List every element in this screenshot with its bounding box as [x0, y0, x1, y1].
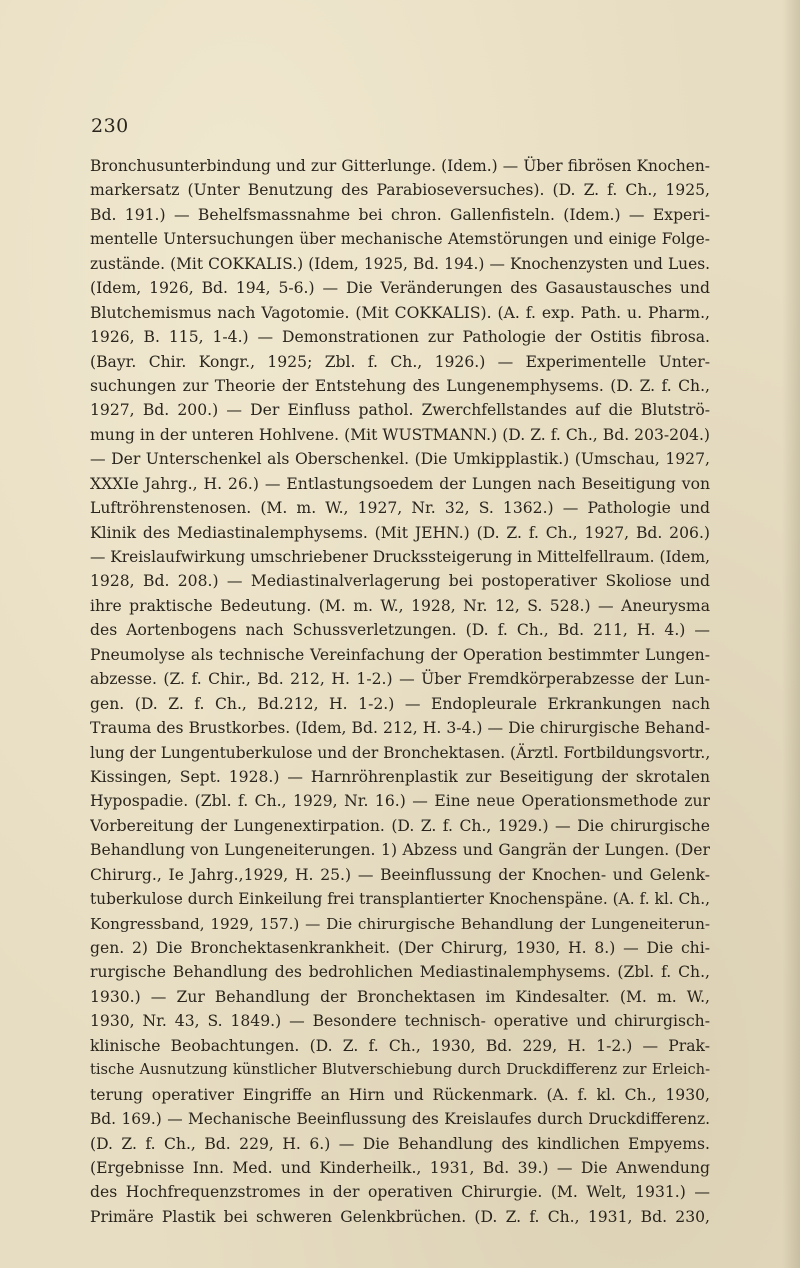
text-line: (Bayr. Chir. Kongr., 1925; Zbl. f. Ch., 1926.) — Experimentelle Unter- — [90, 352, 710, 371]
text-line: tuberkulose durch Einkeilung frei transplantierter Knochenspäne. (A. f. kl. Ch., — [90, 890, 710, 909]
text-line: Trauma des Brustkorbes. (Idem, Bd. 212, H. 3-4.) — Die chirurgische Behand- — [90, 719, 710, 738]
text-line: mung in der unteren Hohlvene. (Mit WUSTMANN.) (D. Z. f. Ch., Bd. 203-204.) — [90, 425, 710, 444]
text-line: abzesse. (Z. f. Chir., Bd. 212, H. 1-2.) — Über Fremdkörperabzesse der Lun- — [90, 670, 710, 689]
text-line: gen. 2) Die Bronchektasenkrankheit. (Der Chirurg, 1930, H. 8.) — Die chi- — [90, 939, 710, 957]
text-line: Bd. 191.) — Behelfsmassnahme bei chron. Gallenfisteln. (Idem.) — Experi- — [90, 205, 710, 224]
text-line: 1930.) — Zur Behandlung der Bronchektasen im Kindesalter. (M. m. W., — [90, 987, 710, 1006]
text-line: suchungen zur Theorie der Entstehung des Lungenemphysems. (D. Z. f. Ch., — [90, 376, 710, 395]
text-line: rurgische Behandlung des bedrohlichen Mediastinalemphysems. (Zbl. f. Ch., — [90, 963, 710, 982]
text-line: Pneumolyse als technische Vereinfachung der Operation bestimmter Lungen- — [90, 645, 710, 664]
text-line: Chirurg., Ie Jahrg.,1929, H. 25.) — Beeinflussung der Knochen- und Gelenk- — [90, 865, 710, 884]
text-line: des Aortenbogens nach Schussverletzungen. (D. f. Ch., Bd. 211, H. 4.) — — [90, 621, 710, 640]
text-line: markersatz (Unter Benutzung des Parabioseversuches). (D. Z. f. Ch., 1925, — [90, 181, 710, 200]
text-line: (Ergebnisse Inn. Med. und Kinderheilk., 1931, Bd. 39.) — Die Anwendung — [90, 1158, 710, 1177]
text-line: (D. Z. f. Ch., Bd. 229, H. 6.) — Die Behandlung des kindlichen Empyems. — [90, 1134, 710, 1153]
text-line: Behandlung von Lungeneiterungen. 1) Abzess und Gangrän der Lungen. (Der — [90, 841, 710, 860]
text-line: Kongressband, 1929, 157.) — Die chirurgische Behandlung der Lungeneiterun- — [90, 914, 710, 933]
text-line: tische Ausnutzung künstlicher Blutverschiebung durch Druckdifferenz zur Erleich- — [90, 1061, 710, 1079]
text-line: 1930, Nr. 43, S. 1849.) — Besondere technisch- operative und chirurgisch- — [90, 1012, 710, 1031]
text-line: Bronchusunterbindung und zur Gitterlunge. (Idem.) — Über fibrösen Knochen- — [90, 157, 710, 175]
text-line: zustände. (Mit COKKALIS.) (Idem, 1925, Bd. 194.) — Knochenzysten und Lues. — [90, 254, 710, 273]
text-line: Klinik des Mediastinalemphysems. (Mit JEHN.) (D. Z. f. Ch., 1927, Bd. 206.) — [90, 523, 710, 542]
text-line: Primäre Plastik bei schweren Gelenkbrüchen. (D. Z. f. Ch., 1931, Bd. 230, — [90, 1207, 710, 1226]
text-line: 1928, Bd. 208.) — Mediastinalverlagerung bei postoperativer Skoliose und — [90, 572, 710, 591]
text-line: — Kreislaufwirkung umschriebener Druckssteigerung in Mittelfellraum. (Idem, — [90, 548, 710, 566]
text-line: des Hochfrequenzstromes in der operativen Chirurgie. (M. Welt, 1931.) — — [90, 1183, 710, 1202]
text-line: mentelle Untersuchungen über mechanische Atemstörungen und einige Folge- — [90, 230, 710, 249]
bibliography-text — [90, 154, 710, 1229]
text-line: Blutchemismus nach Vagotomie. (Mit COKKALIS). (A. f. exp. Path. u. Pharm., — [90, 303, 710, 322]
text-line: lung der Lungentuberkulose und der Bronchektasen. (Ärztl. Fortbildungsvortr., — [90, 743, 710, 762]
text-line: XXXIe Jahrg., H. 26.) — Entlastungsoedem der Lungen nach Beseitigung von — [90, 474, 710, 493]
page-edge-shadow — [782, 0, 800, 1268]
text-line: Kissingen, Sept. 1928.) — Harnröhrenplastik zur Beseitigung der skrotalen — [90, 767, 710, 786]
text-line: — Der Unterschenkel als Oberschenkel. (Die Umkipplastik.) (Umschau, 1927, — [90, 450, 710, 469]
text-line: Luftröhrenstenosen. (M. m. W., 1927, Nr. 32, S. 1362.) — Pathologie und — [90, 499, 710, 518]
text-line: terung operativer Eingriffe an Hirn und Rückenmark. (A. f. kl. Ch., 1930, — [90, 1085, 710, 1104]
text-line: ihre praktische Bedeutung. (M. m. W., 1928, Nr. 12, S. 528.) — Aneurysma — [90, 596, 710, 615]
text-line: gen. (D. Z. f. Ch., Bd.212, H. 1-2.) — Endopleurale Erkrankungen nach — [90, 694, 710, 713]
text-line: 1927, Bd. 200.) — Der Einfluss pathol. Zwerchfellstandes auf die Blutströ- — [90, 401, 710, 420]
text-line: Bd. 169.) — Mechanische Beeinflussung des Kreislaufes durch Druckdifferenz. — [90, 1110, 710, 1129]
text-line: 1926, B. 115, 1-4.) — Demonstrationen zur Pathologie der Ostitis fibrosa. — [90, 328, 710, 347]
text-line: klinische Beobachtungen. (D. Z. f. Ch., 1930, Bd. 229, H. 1-2.) — Prak- — [90, 1036, 710, 1055]
text-line: Hypospadie. (Zbl. f. Ch., 1929, Nr. 16.) — Eine neue Operationsmethode zur — [90, 792, 710, 811]
text-line: (Idem, 1926, Bd. 194, 5-6.) — Die Veränderungen des Gasaustausches und — [90, 279, 710, 298]
text-line: Vorbereitung der Lungenextirpation. (D. Z. f. Ch., 1929.) — Die chirurgische — [90, 816, 710, 835]
page-number: 230 — [91, 115, 129, 137]
